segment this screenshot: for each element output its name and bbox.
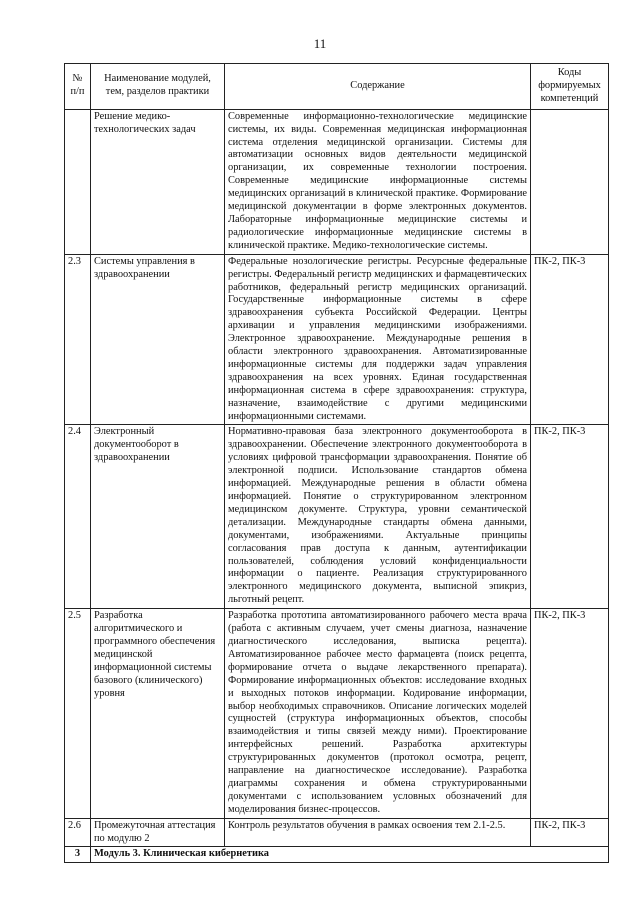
row-num: 2.4: [65, 425, 91, 609]
module-row: [65, 847, 609, 863]
row-content: Современные информационно-технологические медицинские системы, их виды. Современная медицинская информационная система отделения медицинской организации. Системы для автоматизации основных видов деятельности медицинской организации, их современные технологии построения. Современные медицинские информационные системы медицинских организаций в клинической практике. Формирование медицинской документации в форме электронных документов. Лабораторные информационные медицинские системы и радиологические информационные медицинские системы в клинической практике. Медико-технологические системы.: [225, 109, 531, 254]
row-name: Решение медико-технологических задач: [91, 109, 225, 254]
row-name: Промежуточная аттестация по модулю 2: [91, 818, 225, 847]
row-codes: [531, 109, 609, 254]
row-num: 2.3: [65, 254, 91, 425]
row-codes: ПК-2, ПК-3: [531, 254, 609, 425]
row-name: Разработка алгоритмического и программного обеспечения медицинской информационной системы базового (клинического) уровня: [91, 609, 225, 819]
row-codes: ПК-2, ПК-3: [531, 609, 609, 819]
table-header-row: [65, 64, 609, 110]
table-row: [65, 109, 609, 254]
row-content: Нормативно-правовая база электронного документооборота в здравоохранении. Обеспечение электронного документооборота в условиях цифровой трансформации здравоохранения. Понятие об электронной подписи. Использование стандартов обмена информацией. Международные решения в области обмена информацией. Понятие о структурированном электронном медицинском документе. Структура, уровни семантической детализации. Международные стандарты обмена данными, документами, изображениями. Актуальные принципы согласования прав доступа к данным, аутентификации пользователей, соблюдения условий конфиденциальности информации о пациенте. Реализация структурированного электронного медицинского документа, выписной эпикриз, льготный рецепт.: [225, 425, 531, 609]
curriculum-table: [64, 63, 609, 863]
row-content: Контроль результатов обучения в рамках освоения тем 2.1-2.5.: [225, 818, 531, 847]
header-num: № п/п: [65, 64, 91, 110]
header-codes: Коды формируемых компетенций: [531, 64, 609, 110]
row-num: [65, 109, 91, 254]
row-codes: ПК-2, ПК-3: [531, 425, 609, 609]
row-name: Электронный документооборот в здравоохранении: [91, 425, 225, 609]
table-row: [65, 609, 609, 819]
row-num: 2.6: [65, 818, 91, 847]
module-num: 3: [65, 847, 91, 863]
row-codes: ПК-2, ПК-3: [531, 818, 609, 847]
table-row: [65, 425, 609, 609]
header-name: Наименование модулей, тем, разделов практики: [91, 64, 225, 110]
module-title: Модуль 3. Клиническая кибернетика: [91, 847, 609, 863]
header-content: Содержание: [225, 64, 531, 110]
table-row: [65, 818, 609, 847]
row-content: Разработка прототипа автоматизированного рабочего места врача (работа с активным случаем, учет смены диагноза, назначение диагностического исследования, выписка рецепта). Автоматизированное рабочее место фармацевта (поиск рецепта, формирование отчета о выдаче лекарственного препарата). Формирование информационных объектов: исследование входных и выходных потоков информации. Кодирование информации, выбор необходимых справочников. Описание логических моделей сущностей (структура информационных объектов, способы взаимодействия и типы связей между ними). Проектирование интерфейсных решений. Разработка архитектуры структурированных документов (протокол осмотра, рецепт, направление на диагностическое исследование). Разработка диаграммы сохранения и обмена структурированными документами с использованием условных обозначений для моделирования бизнес-процессов.: [225, 609, 531, 819]
page-number: 11: [313, 36, 327, 51]
row-content: Федеральные нозологические регистры. Ресурсные федеральные регистры. Федеральный регистр медицинских и фармацевтических работников, федеральный регистр медицинских организаций. Государственные информационные системы в сфере здравоохранения субъекта Российской Федерации. Центры архивации и управления медицинскими изображениями. Электронное здравоохранение. Международные решения в области электронного здравоохранения. Автоматизированные информационные системы для поддержки задач управления здравоохранения на всех уровнях. Единая государственная информационная система в сфере здравоохранения: структура, назначение, взаимодействие с другими медицинскими информационными системами.: [225, 254, 531, 425]
row-num: 2.5: [65, 609, 91, 819]
table-body: [65, 109, 609, 863]
row-name: Системы управления в здравоохранении: [91, 254, 225, 425]
table-row: [65, 254, 609, 425]
